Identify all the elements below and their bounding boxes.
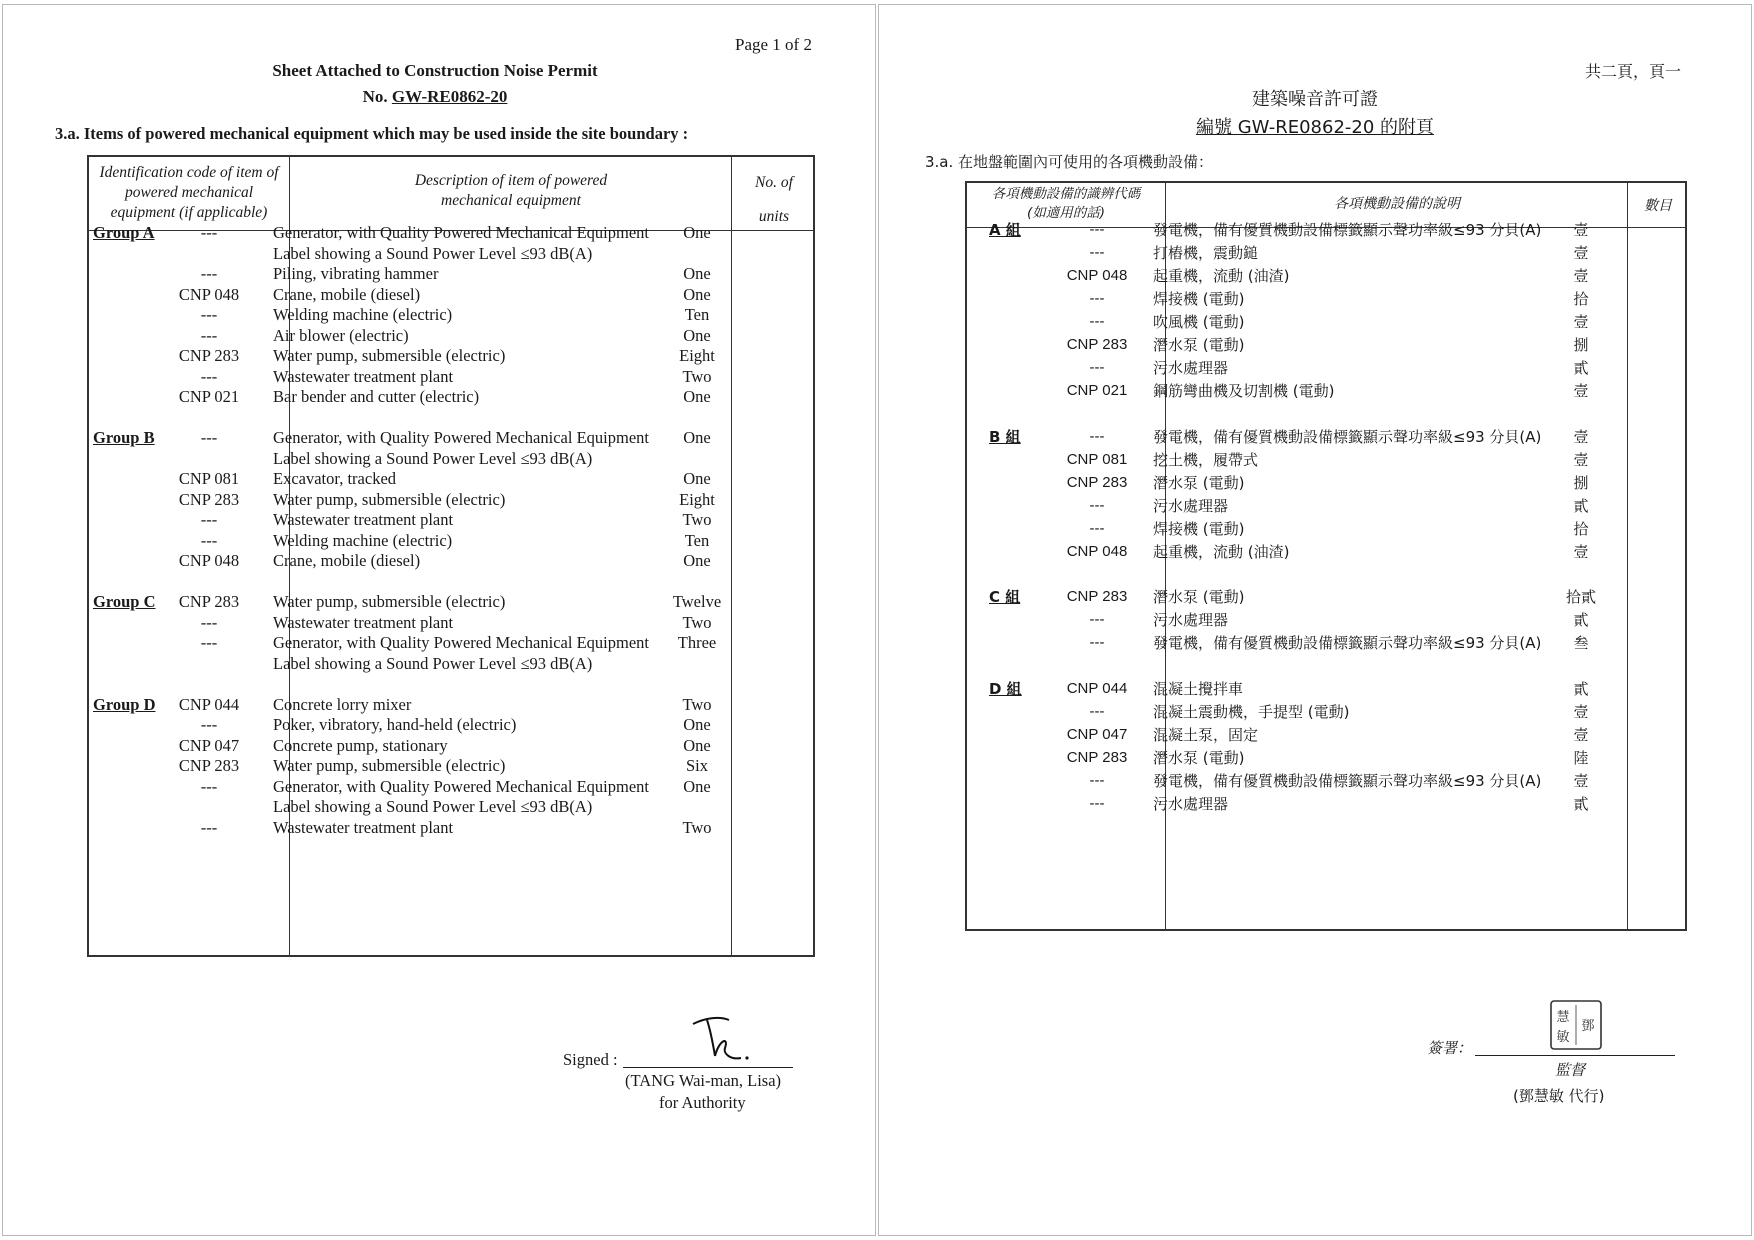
group-label: B 組 (989, 427, 1021, 446)
equipment-description: 發電機，備有優質機動設備標籤顯示聲功率級≤93 分貝(A) (1153, 634, 1542, 652)
unit-count: Eight (679, 346, 715, 365)
equipment-code: --- (1089, 427, 1105, 445)
unit-count: 貳 (1573, 496, 1589, 515)
equipment-description: Bar bender and cutter (electric) (273, 387, 480, 406)
equipment-code: CNP 283 (1066, 748, 1128, 766)
equipment-code: --- (1089, 794, 1105, 812)
page-number-zh: 共二頁，頁一 (1585, 62, 1682, 81)
equipment-description: 鋼筋彎曲機及切割機 (電動) (1153, 382, 1335, 400)
equipment-code: --- (200, 325, 218, 345)
equipment-description: Label showing a Sound Power Level ≤93 dB(A) (273, 243, 593, 263)
equipment-code: CNP 047 (1066, 725, 1128, 743)
unit-count: 拾貳 (1565, 588, 1596, 606)
equipment-description: 潛水泵 (電動) (1153, 588, 1245, 606)
equipment-description: Excavator, tracked (273, 469, 397, 488)
equipment-description: Piling, vibrating hammer (273, 264, 439, 283)
equipment-description: Poker, vibratory, hand-held (electric) (273, 715, 517, 734)
svg-text:鄧: 鄧 (1581, 1019, 1595, 1034)
unit-count: 貳 (1573, 794, 1589, 813)
signed-label: Signed : (563, 1050, 618, 1069)
equipment-code: CNP 044 (1066, 679, 1128, 697)
equipment-code: CNP 021 (1066, 382, 1128, 399)
unit-count: Three (677, 633, 717, 652)
unit-count: One (683, 284, 711, 304)
permit-subtitle-zh: 編號 GW-RE0862-20 的附頁 (1195, 117, 1435, 138)
unit-count: 拾 (1573, 519, 1589, 538)
group-label: Group B (93, 428, 155, 447)
equipment-code: --- (200, 817, 218, 837)
signatory-zh: (鄧慧敏 代行) (1513, 1087, 1605, 1105)
handwritten-signature (679, 1008, 757, 1066)
equipment-description: 潛水泵 (電動) (1153, 336, 1245, 354)
equipment-code: --- (200, 633, 218, 652)
equipment-code: --- (200, 428, 218, 447)
equipment-table (87, 155, 815, 957)
equipment-table-zh (965, 181, 1687, 931)
equipment-description: 混凝土震動機，手提型 (電動) (1153, 702, 1350, 721)
equipment-description: Wastewater treatment plant (273, 612, 454, 632)
unit-count: 壹 (1573, 313, 1589, 331)
equipment-code: --- (1089, 244, 1105, 261)
equipment-code: CNP 081 (1066, 450, 1128, 468)
unit-count: One (683, 264, 711, 283)
equipment-description: 發電機，備有優質機動設備標籤顯示聲功率級≤93 分貝(A) (1153, 427, 1542, 446)
equipment-description: 發電機，備有優質機動設備標籤顯示聲功率級≤93 分貝(A) (1153, 771, 1542, 790)
equipment-code: --- (200, 776, 218, 796)
equipment-code: CNP 048 (1066, 267, 1128, 284)
equipment-code: CNP 044 (178, 694, 240, 714)
equipment-code: CNP 283 (178, 346, 240, 365)
equipment-code: CNP 283 (178, 756, 240, 775)
unit-count: 貳 (1573, 359, 1589, 377)
equipment-code: --- (200, 612, 218, 632)
equipment-description: 污水處理器 (1153, 794, 1229, 813)
equipment-description: Water pump, submersible (electric) (273, 346, 506, 365)
equipment-description: Generator, with Quality Powered Mechanical Equipment (273, 633, 649, 652)
equipment-description: Water pump, submersible (electric) (273, 592, 506, 611)
col-header-code: Identification code of item of powered mechanical equipment (if applicable) (99, 164, 279, 221)
equipment-description: 潛水泵 (電動) (1153, 748, 1245, 767)
col-header-description-zh: 各項機動設備的說明 (1334, 196, 1460, 212)
equipment-code: --- (1089, 634, 1105, 651)
equipment-code: CNP 047 (178, 735, 240, 755)
equipment-description: 發電機，備有優質機動設備標籤顯示聲功率級≤93 分貝(A) (1153, 221, 1542, 239)
unit-count: One (683, 223, 711, 242)
equipment-description: Welding machine (electric) (273, 530, 453, 550)
unit-count: One (683, 325, 711, 345)
svg-text:敏: 敏 (1556, 1030, 1570, 1045)
equipment-code: --- (1089, 359, 1105, 376)
equipment-code: --- (200, 510, 218, 529)
table-row (967, 378, 1685, 404)
equipment-code: CNP 283 (1066, 588, 1128, 605)
equipment-description: 潛水泵 (電動) (1153, 473, 1245, 492)
equipment-description: 吹風機 (電動) (1153, 313, 1245, 331)
unit-count: One (683, 715, 711, 734)
unit-count: Two (682, 366, 712, 386)
equipment-description: Wastewater treatment plant (273, 817, 454, 837)
equipment-description: Generator, with Quality Powered Mechanical Equipment (273, 428, 649, 447)
equipment-description: Water pump, submersible (electric) (273, 756, 506, 775)
unit-count: One (683, 428, 711, 447)
unit-count: 壹 (1573, 450, 1589, 469)
unit-count: 壹 (1573, 382, 1589, 400)
unit-count: 壹 (1573, 542, 1589, 561)
equipment-description: Concrete lorry mixer (273, 694, 412, 714)
signature-line-zh (1475, 1055, 1675, 1056)
table-row (967, 630, 1685, 656)
unit-count: Ten (684, 530, 710, 550)
unit-count: 貳 (1573, 611, 1589, 629)
col-header-units: No. of (755, 174, 793, 191)
unit-count: 壹 (1573, 771, 1589, 790)
official-seal-stamp (1549, 999, 1605, 1053)
permit-number-value: GW-RE0862-20 (391, 87, 508, 106)
signature-line (623, 1067, 793, 1068)
equipment-description: 污水處理器 (1153, 496, 1229, 515)
equipment-description: 起重機，流動 (油渣) (1153, 542, 1290, 561)
role-zh: 監督 (1555, 1061, 1586, 1079)
signatory-name: (TANG Wai-man, Lisa) (625, 1071, 782, 1090)
equipment-description: 污水處理器 (1153, 359, 1229, 377)
table-row (89, 816, 813, 839)
equipment-code: --- (200, 223, 218, 242)
equipment-description: Label showing a Sound Power Level ≤93 dB(A) (273, 797, 593, 816)
equipment-code: CNP 021 (178, 387, 240, 406)
equipment-code: --- (1089, 771, 1105, 789)
equipment-code: --- (200, 305, 218, 324)
unit-count: 貳 (1573, 679, 1589, 698)
equipment-description: 起重機，流動 (油渣) (1153, 267, 1290, 285)
group-label: Group A (93, 223, 155, 242)
equipment-code: --- (200, 264, 218, 283)
unit-count: 捌 (1573, 473, 1589, 492)
unit-count: Ten (684, 305, 710, 324)
equipment-code: --- (1089, 313, 1105, 330)
equipment-code: CNP 283 (178, 592, 240, 611)
unit-count: Six (685, 756, 708, 775)
unit-count: Eight (679, 489, 715, 509)
col-header-units-zh: 數目 (1644, 198, 1672, 214)
unit-count: 壹 (1573, 221, 1589, 239)
equipment-description: 混凝土泵，固定 (1153, 725, 1259, 744)
equipment-code: --- (1089, 496, 1105, 514)
equipment-description: Wastewater treatment plant (273, 510, 454, 529)
equipment-description: 焊接機 (電動) (1153, 290, 1245, 308)
section-heading: 3.a. Items of powered mechanical equipment which may be used inside the site boundary : (55, 124, 689, 143)
unit-count: Two (682, 612, 712, 632)
equipment-description: Label showing a Sound Power Level ≤93 dB(A) (273, 653, 593, 673)
equipment-description: Welding machine (electric) (273, 305, 453, 324)
unit-count: One (683, 776, 711, 796)
for-authority: for Authority (659, 1093, 746, 1112)
equipment-description: Wastewater treatment plant (273, 366, 454, 386)
equipment-description: 焊接機 (電動) (1153, 519, 1245, 538)
unit-count: One (683, 551, 711, 570)
equipment-description: 打樁機，震動鎚 (1153, 244, 1259, 262)
group-label: Group D (93, 694, 156, 714)
unit-count: 拾 (1573, 290, 1589, 308)
unit-count: One (683, 735, 711, 755)
unit-count: 壹 (1573, 725, 1589, 744)
col-header-code-zh: 各項機動設備的識辨代碼 (991, 186, 1141, 202)
equipment-code: --- (1089, 519, 1105, 537)
equipment-description: Generator, with Quality Powered Mechanical Equipment (273, 776, 649, 796)
equipment-description: 挖土機，履帶式 (1153, 450, 1259, 469)
unit-count: Two (682, 510, 712, 529)
unit-count: 壹 (1573, 702, 1589, 721)
equipment-code: --- (200, 715, 218, 734)
col-header-description: Description of item of powered mechanical equipment (414, 172, 608, 209)
col-header-units-line2: units (758, 208, 790, 225)
equipment-code: CNP 283 (1066, 473, 1128, 491)
unit-count: 陸 (1573, 748, 1589, 767)
unit-count: 叁 (1573, 634, 1589, 652)
unit-count: One (683, 469, 711, 488)
group-label: A 組 (989, 221, 1021, 239)
equipment-description: Generator, with Quality Powered Mechanical Equipment (273, 223, 649, 242)
unit-count: 壹 (1573, 427, 1589, 446)
english-page (2, 4, 876, 1236)
table-row (89, 652, 813, 675)
equipment-description: Concrete pump, stationary (273, 735, 448, 755)
table-row (89, 385, 813, 408)
permit-number (0, 87, 871, 107)
equipment-description: Air blower (electric) (273, 325, 409, 345)
equipment-code: CNP 048 (178, 284, 240, 304)
table-row (89, 549, 813, 572)
sheet-title: Sheet Attached to Construction Noise Permit (272, 61, 598, 80)
equipment-code: CNP 283 (1066, 336, 1128, 353)
page-number: Page 1 of 2 (735, 35, 812, 54)
permit-title-zh: 建築噪音許可證 (1252, 89, 1378, 110)
group-label: C 組 (989, 588, 1021, 606)
equipment-code: --- (200, 530, 218, 550)
equipment-code: --- (1089, 290, 1105, 307)
unit-count: 壹 (1573, 244, 1589, 262)
equipment-description: Label showing a Sound Power Level ≤93 dB(A) (273, 448, 593, 468)
equipment-description: Water pump, submersible (electric) (273, 489, 506, 509)
unit-count: Two (682, 817, 712, 837)
equipment-code: --- (1089, 702, 1105, 720)
svg-text:慧: 慧 (1556, 1010, 1570, 1025)
signed-label-zh: 簽署： (1427, 1039, 1473, 1057)
unit-count: 壹 (1573, 267, 1589, 285)
chinese-page (878, 4, 1752, 1236)
equipment-code: --- (200, 366, 218, 386)
equipment-code: CNP 081 (178, 469, 240, 488)
group-label: Group C (93, 592, 156, 611)
equipment-description: 混凝土攪拌車 (1153, 679, 1244, 698)
equipment-code: --- (1089, 611, 1105, 628)
equipment-description: 污水處理器 (1153, 611, 1229, 629)
col-header-code-zh-line2: (如適用的話) (1026, 205, 1106, 221)
unit-count: Two (682, 694, 712, 714)
equipment-code: CNP 048 (1066, 542, 1128, 560)
group-label: D 組 (989, 679, 1022, 698)
unit-count: One (683, 387, 711, 406)
unit-count: 捌 (1573, 336, 1589, 354)
section-heading-zh: 3.a. 在地盤範圍內可使用的各項機動設備： (925, 153, 1214, 171)
equipment-description: Crane, mobile (diesel) (273, 551, 421, 570)
equipment-code: CNP 283 (178, 489, 240, 509)
equipment-code: --- (1089, 221, 1105, 238)
unit-count: Twelve (672, 592, 722, 611)
equipment-code: CNP 048 (178, 551, 240, 570)
table-row (967, 791, 1685, 817)
equipment-description: Crane, mobile (diesel) (273, 284, 421, 304)
table-row (967, 539, 1685, 565)
permit-number-prefix: No. (362, 87, 392, 106)
